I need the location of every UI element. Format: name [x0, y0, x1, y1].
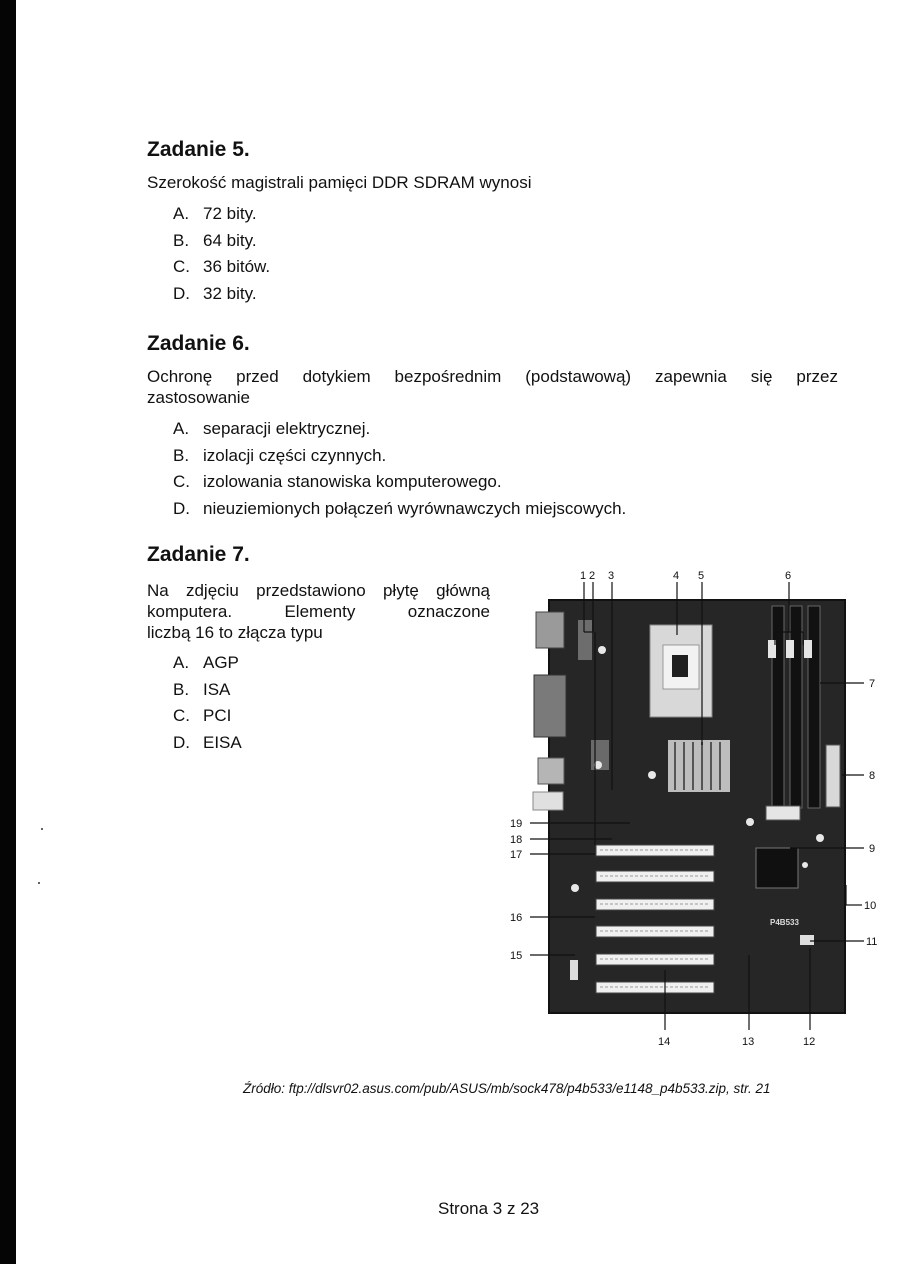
task-7-option-d[interactable]: D. EISA	[173, 732, 242, 752]
task-6-options	[173, 416, 626, 522]
southbridge-chip	[756, 848, 798, 888]
task-5-option-b[interactable]: B. 64 bity.	[173, 230, 257, 250]
scan-speck	[38, 882, 40, 884]
scan-left-edge	[0, 0, 16, 1264]
callout-12: 12	[803, 1036, 816, 1048]
callout-17: 17	[510, 849, 523, 861]
callout-13: 13	[742, 1036, 755, 1048]
task-5-option-a[interactable]: A. 72 bity.	[173, 204, 257, 223]
task-5-option-c[interactable]: C. 36 bitów.	[173, 257, 271, 276]
callout-11: 11	[866, 936, 878, 948]
task-6-question-line1: Ochronę przed dotykiem bezpośrednim (podstawową) zapewnia się przez	[147, 367, 838, 386]
task-7-option-a[interactable]: A. AGP	[173, 653, 239, 672]
task-7-title: Zadanie 7.	[147, 543, 250, 566]
callout-10: 10	[864, 900, 877, 912]
task-6-option-a[interactable]: A. separacji elektrycznej.	[173, 419, 371, 438]
page-number: Strona 3 z 23	[438, 1199, 540, 1218]
task-6-option-d[interactable]: D. nieuziemionych połączeń wyrównawczych miejscowych.	[173, 498, 627, 518]
task-6-option-b[interactable]: B. izolacji części czynnych.	[173, 445, 387, 465]
callout-1: 1	[580, 570, 587, 582]
task-6-question-line2: zastosowanie	[147, 388, 251, 407]
task-5-options	[173, 201, 270, 307]
task-5-question: Szerokość magistrali pamięci DDR SDRAM wynosi	[147, 173, 532, 192]
task-7-options	[173, 650, 242, 756]
task-5-option-d[interactable]: D. 32 bity.	[173, 283, 257, 303]
task-7-question-line1: Na zdjęciu przedstawiono płytę główną	[147, 581, 490, 600]
task-5-title: Zadanie 5.	[147, 138, 250, 161]
callout-15: 15	[510, 950, 523, 962]
callout-7: 7	[869, 678, 876, 690]
callout-2: 2	[589, 570, 596, 582]
callout-6: 6	[785, 570, 792, 582]
scan-speck	[41, 828, 43, 830]
callout-5: 5	[698, 570, 705, 582]
dimm-slot	[772, 606, 784, 808]
callout-19: 19	[510, 818, 523, 830]
image-source-note: Źródło: ftp://dlsvr02.asus.com/pub/ASUS/mb/sock478/p4b533/e1148_p4b533.zip, str. 21	[243, 1081, 771, 1096]
callout-4: 4	[673, 570, 680, 582]
motherboard-photo	[495, 560, 895, 1055]
task-7-question-line2: komputera. Elementy oznaczone	[147, 602, 490, 621]
task-7-option-c[interactable]: C. PCI	[173, 706, 232, 725]
callout-9: 9	[869, 843, 876, 855]
task-6-title: Zadanie 6.	[147, 332, 250, 355]
dimm-slot	[808, 606, 820, 808]
task-7-question-line3: liczbą 16 to złącza typu	[147, 623, 323, 642]
callout-16: 16	[510, 912, 523, 924]
callout-18: 18	[510, 834, 523, 846]
callout-14: 14	[658, 1036, 671, 1048]
dimm-slot	[790, 606, 802, 808]
callout-3: 3	[608, 570, 615, 582]
task-6-option-c[interactable]: C. izolowania stanowiska komputerowego.	[173, 472, 502, 491]
callout-8: 8	[869, 770, 876, 782]
task-7-option-b[interactable]: B. ISA	[173, 679, 231, 699]
board-marking: P4B533	[770, 918, 799, 927]
